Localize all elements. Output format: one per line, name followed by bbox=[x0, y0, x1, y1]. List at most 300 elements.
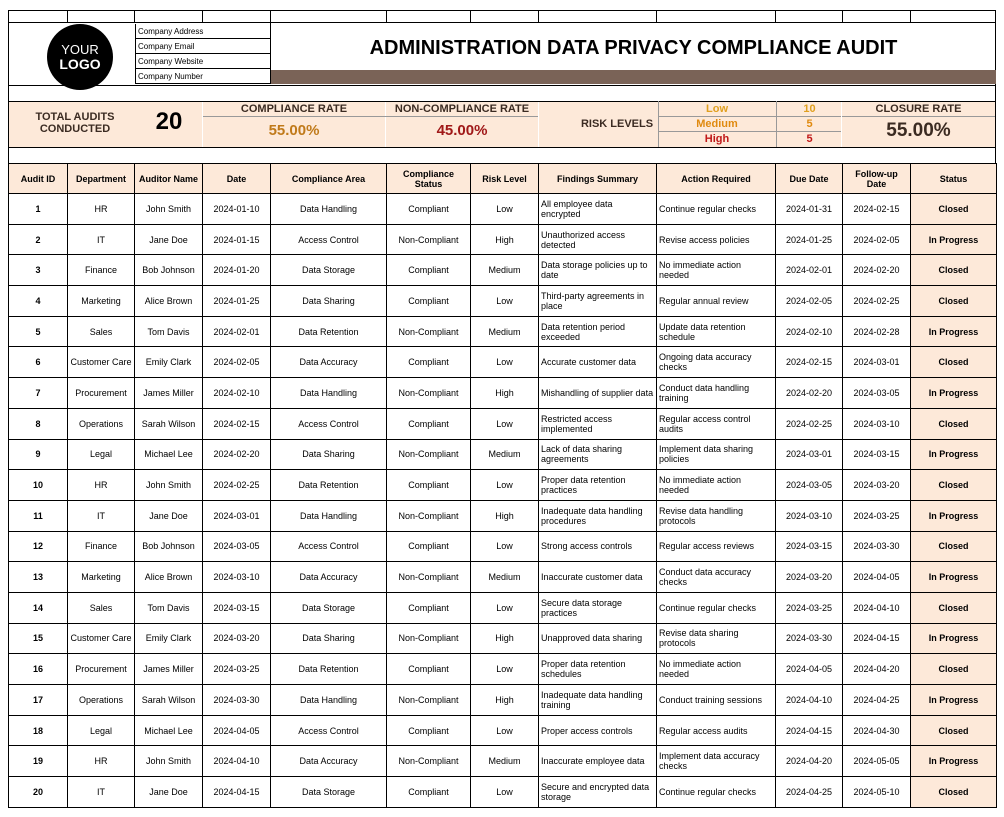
cell-auditor-name[interactable]: Jane Doe bbox=[135, 777, 203, 808]
cell-status[interactable]: Closed bbox=[911, 408, 997, 439]
cell-audit-id[interactable]: 9 bbox=[9, 439, 68, 470]
cell-follow-up-date[interactable]: 2024-04-20 bbox=[843, 654, 911, 685]
cell-follow-up-date[interactable]: 2024-02-20 bbox=[843, 255, 911, 286]
cell-compliance-status[interactable]: Non-Compliant bbox=[387, 685, 471, 716]
cell-auditor-name[interactable]: Tom Davis bbox=[135, 316, 203, 347]
cell-department[interactable]: HR bbox=[68, 194, 135, 225]
cell-department[interactable]: Sales bbox=[68, 592, 135, 623]
cell-follow-up-date[interactable]: 2024-05-05 bbox=[843, 746, 911, 777]
cell-department[interactable]: Finance bbox=[68, 255, 135, 286]
cell-follow-up-date[interactable]: 2024-03-05 bbox=[843, 378, 911, 409]
cell-auditor-name[interactable]: Jane Doe bbox=[135, 500, 203, 531]
total-audits-value: 20 bbox=[155, 108, 183, 135]
cell-audit-id[interactable]: 19 bbox=[9, 746, 68, 777]
cell-compliance-area[interactable]: Data Storage bbox=[271, 777, 387, 808]
cell-due-date[interactable]: 2024-02-20 bbox=[776, 378, 843, 409]
cell-date[interactable]: 2024-03-15 bbox=[203, 592, 271, 623]
cell-department[interactable]: Legal bbox=[68, 439, 135, 470]
cell-auditor-name[interactable]: John Smith bbox=[135, 470, 203, 501]
cell-department[interactable]: Procurement bbox=[68, 654, 135, 685]
column-header-auditor-name[interactable]: Auditor Name bbox=[135, 164, 203, 194]
cell-date[interactable]: 2024-03-25 bbox=[203, 654, 271, 685]
cell-action-required[interactable]: Implement data sharing policies bbox=[657, 439, 776, 470]
column-header-compliance-area[interactable]: Compliance Area bbox=[271, 164, 387, 194]
cell-date[interactable]: 2024-03-30 bbox=[203, 685, 271, 716]
cell-due-date[interactable]: 2024-02-05 bbox=[776, 286, 843, 317]
cell-auditor-name[interactable]: Bob Johnson bbox=[135, 531, 203, 562]
title-divider bbox=[270, 22, 271, 84]
cell-compliance-area[interactable]: Data Storage bbox=[271, 592, 387, 623]
table-row[interactable] bbox=[9, 623, 997, 654]
cell-follow-up-date[interactable]: 2024-02-15 bbox=[843, 194, 911, 225]
cell-action-required[interactable]: Conduct training sessions bbox=[657, 685, 776, 716]
cell-findings-summary[interactable]: Inadequate data handling training bbox=[539, 685, 657, 716]
cell-risk-level[interactable]: Medium bbox=[471, 562, 539, 593]
closure-rate-value: 55.00% bbox=[886, 120, 951, 141]
page-title: ADMINISTRATION DATA PRIVACY COMPLIANCE AUDIT bbox=[369, 37, 898, 59]
table-row[interactable] bbox=[9, 592, 997, 623]
cell-compliance-area[interactable]: Data Handling bbox=[271, 194, 387, 225]
cell-auditor-name[interactable]: Jane Doe bbox=[135, 224, 203, 255]
noncompliance-rate-label: NON-COMPLIANCE RATE bbox=[394, 103, 530, 115]
cell-due-date[interactable]: 2024-02-15 bbox=[776, 347, 843, 378]
cell-compliance-area[interactable]: Access Control bbox=[271, 531, 387, 562]
cell-audit-id[interactable]: 5 bbox=[9, 316, 68, 347]
cell-status[interactable]: In Progress bbox=[911, 562, 997, 593]
risk-divider bbox=[776, 101, 777, 147]
cell-due-date[interactable]: 2024-04-10 bbox=[776, 685, 843, 716]
cell-department[interactable]: Customer Care bbox=[68, 347, 135, 378]
cell-due-date[interactable]: 2024-02-25 bbox=[776, 408, 843, 439]
cell-compliance-status[interactable]: Compliant bbox=[387, 715, 471, 746]
cell-findings-summary[interactable]: Unapproved data sharing bbox=[539, 623, 657, 654]
table-row[interactable] bbox=[9, 286, 997, 317]
column-header-compliance-status[interactable]: Compliance Status bbox=[387, 164, 471, 194]
cell-status[interactable]: Closed bbox=[911, 194, 997, 225]
table-row[interactable] bbox=[9, 531, 997, 562]
cell-risk-level[interactable]: Medium bbox=[471, 316, 539, 347]
cell-due-date[interactable]: 2024-04-25 bbox=[776, 777, 843, 808]
cell-audit-id[interactable]: 17 bbox=[9, 685, 68, 716]
cell-auditor-name[interactable]: Michael Lee bbox=[135, 439, 203, 470]
cell-department[interactable]: HR bbox=[68, 746, 135, 777]
cell-department[interactable]: Operations bbox=[68, 408, 135, 439]
table-row[interactable] bbox=[9, 715, 997, 746]
cell-auditor-name[interactable]: Tom Davis bbox=[135, 592, 203, 623]
closure-divider bbox=[842, 116, 995, 117]
cell-department[interactable]: IT bbox=[68, 224, 135, 255]
header-top-line bbox=[8, 22, 996, 23]
table-row[interactable] bbox=[9, 408, 997, 439]
cell-due-date[interactable]: 2024-04-15 bbox=[776, 715, 843, 746]
cell-due-date[interactable]: 2024-03-25 bbox=[776, 592, 843, 623]
cell-date[interactable]: 2024-04-15 bbox=[203, 777, 271, 808]
cell-compliance-area[interactable]: Data Handling bbox=[271, 500, 387, 531]
cell-auditor-name[interactable]: James Miller bbox=[135, 654, 203, 685]
cell-follow-up-date[interactable]: 2024-02-25 bbox=[843, 286, 911, 317]
cell-risk-level[interactable]: Medium bbox=[471, 439, 539, 470]
cell-findings-summary[interactable]: Inaccurate employee data bbox=[539, 746, 657, 777]
cell-date[interactable]: 2024-03-20 bbox=[203, 623, 271, 654]
cell-compliance-status[interactable]: Non-Compliant bbox=[387, 746, 471, 777]
cell-date[interactable]: 2024-02-10 bbox=[203, 378, 271, 409]
cell-audit-id[interactable]: 8 bbox=[9, 408, 68, 439]
cell-action-required[interactable]: Continue regular checks bbox=[657, 777, 776, 808]
band-bottom-line bbox=[8, 147, 996, 148]
cell-risk-level[interactable]: Low bbox=[471, 470, 539, 501]
cell-status[interactable]: Closed bbox=[911, 531, 997, 562]
cell-risk-level[interactable]: High bbox=[471, 378, 539, 409]
cell-findings-summary[interactable]: Inaccurate customer data bbox=[539, 562, 657, 593]
logo-line-2: LOGO bbox=[59, 56, 101, 72]
cell-department[interactable]: HR bbox=[68, 470, 135, 501]
cell-follow-up-date[interactable]: 2024-03-01 bbox=[843, 347, 911, 378]
table-row[interactable] bbox=[9, 500, 997, 531]
logo-line-1: YOUR bbox=[61, 42, 99, 57]
cell-compliance-status[interactable]: Compliant bbox=[387, 777, 471, 808]
cell-auditor-name[interactable]: Bob Johnson bbox=[135, 255, 203, 286]
cell-follow-up-date[interactable]: 2024-02-05 bbox=[843, 224, 911, 255]
risk-medium-value: 5 bbox=[806, 118, 813, 130]
cell-action-required[interactable]: Revise data handling protocols bbox=[657, 500, 776, 531]
cell-action-required[interactable]: No immediate action needed bbox=[657, 654, 776, 685]
cell-compliance-area[interactable]: Data Accuracy bbox=[271, 562, 387, 593]
cell-audit-id[interactable]: 15 bbox=[9, 623, 68, 654]
cell-risk-level[interactable]: Low bbox=[471, 777, 539, 808]
cell-compliance-area[interactable]: Data Handling bbox=[271, 378, 387, 409]
cell-risk-level[interactable]: High bbox=[471, 623, 539, 654]
cell-due-date[interactable]: 2024-04-20 bbox=[776, 746, 843, 777]
cell-follow-up-date[interactable]: 2024-04-25 bbox=[843, 685, 911, 716]
cell-date[interactable]: 2024-02-20 bbox=[203, 439, 271, 470]
cell-audit-id[interactable]: 18 bbox=[9, 715, 68, 746]
cell-compliance-area[interactable]: Data Sharing bbox=[271, 439, 387, 470]
cell-findings-summary[interactable]: Accurate customer data bbox=[539, 347, 657, 378]
cell-risk-level[interactable]: Low bbox=[471, 347, 539, 378]
cell-due-date[interactable]: 2024-03-01 bbox=[776, 439, 843, 470]
cell-audit-id[interactable]: 13 bbox=[9, 562, 68, 593]
cell-date[interactable]: 2024-01-15 bbox=[203, 224, 271, 255]
cell-department[interactable]: Marketing bbox=[68, 562, 135, 593]
cell-compliance-status[interactable]: Non-Compliant bbox=[387, 500, 471, 531]
cell-auditor-name[interactable]: Alice Brown bbox=[135, 286, 203, 317]
cell-status[interactable]: In Progress bbox=[911, 500, 997, 531]
cell-action-required[interactable]: Revise data sharing protocols bbox=[657, 623, 776, 654]
column-header-due-date[interactable]: Due Date bbox=[776, 164, 843, 194]
column-header-department[interactable]: Department bbox=[68, 164, 135, 194]
cell-compliance-area[interactable]: Data Accuracy bbox=[271, 347, 387, 378]
cell-status[interactable]: In Progress bbox=[911, 746, 997, 777]
cell-status[interactable]: Closed bbox=[911, 286, 997, 317]
cell-compliance-status[interactable]: Compliant bbox=[387, 408, 471, 439]
cell-compliance-area[interactable]: Data Sharing bbox=[271, 623, 387, 654]
rate-divider bbox=[203, 116, 538, 117]
cell-compliance-status[interactable]: Compliant bbox=[387, 531, 471, 562]
cell-status[interactable]: In Progress bbox=[911, 623, 997, 654]
table-row[interactable] bbox=[9, 439, 997, 470]
cell-auditor-name[interactable]: John Smith bbox=[135, 194, 203, 225]
cell-compliance-status[interactable]: Compliant bbox=[387, 255, 471, 286]
cell-compliance-status[interactable]: Compliant bbox=[387, 470, 471, 501]
cell-due-date[interactable]: 2024-03-20 bbox=[776, 562, 843, 593]
table-row[interactable] bbox=[9, 347, 997, 378]
cell-compliance-area[interactable]: Data Retention bbox=[271, 316, 387, 347]
cell-follow-up-date[interactable]: 2024-04-15 bbox=[843, 623, 911, 654]
cell-findings-summary[interactable]: All employee data encrypted bbox=[539, 194, 657, 225]
cell-due-date[interactable]: 2024-03-05 bbox=[776, 470, 843, 501]
cell-audit-id[interactable]: 7 bbox=[9, 378, 68, 409]
cell-compliance-status[interactable]: Non-Compliant bbox=[387, 562, 471, 593]
cell-department[interactable]: Customer Care bbox=[68, 623, 135, 654]
table-row[interactable] bbox=[9, 194, 997, 225]
cell-risk-level[interactable]: Low bbox=[471, 194, 539, 225]
company-email[interactable]: Company Email bbox=[135, 39, 270, 54]
title-accent-bar bbox=[271, 70, 996, 84]
cell-auditor-name[interactable]: James Miller bbox=[135, 378, 203, 409]
cell-compliance-status[interactable]: Non-Compliant bbox=[387, 224, 471, 255]
company-number[interactable]: Company Number bbox=[135, 69, 270, 84]
cell-due-date[interactable]: 2024-03-30 bbox=[776, 623, 843, 654]
table-row[interactable] bbox=[9, 316, 997, 347]
cell-compliance-status[interactable]: Non-Compliant bbox=[387, 316, 471, 347]
cell-follow-up-date[interactable]: 2024-03-25 bbox=[843, 500, 911, 531]
risk-row-divider bbox=[658, 116, 841, 117]
cell-compliance-area[interactable]: Data Retention bbox=[271, 470, 387, 501]
cell-action-required[interactable]: Conduct data handling training bbox=[657, 378, 776, 409]
cell-action-required[interactable]: Regular access reviews bbox=[657, 531, 776, 562]
table-row[interactable] bbox=[9, 685, 997, 716]
cell-findings-summary[interactable]: Data storage policies up to date bbox=[539, 255, 657, 286]
cell-follow-up-date[interactable]: 2024-03-30 bbox=[843, 531, 911, 562]
header-bottom-line bbox=[8, 85, 996, 86]
cell-risk-level[interactable]: Medium bbox=[471, 255, 539, 286]
cell-findings-summary[interactable]: Data retention period exceeded bbox=[539, 316, 657, 347]
cell-due-date[interactable]: 2024-01-25 bbox=[776, 224, 843, 255]
cell-date[interactable]: 2024-02-15 bbox=[203, 408, 271, 439]
cell-compliance-area[interactable]: Data Sharing bbox=[271, 286, 387, 317]
cell-department[interactable]: IT bbox=[68, 500, 135, 531]
closure-rate-label: CLOSURE RATE bbox=[875, 103, 962, 115]
cell-status[interactable]: In Progress bbox=[911, 224, 997, 255]
cell-date[interactable]: 2024-01-25 bbox=[203, 286, 271, 317]
cell-department[interactable]: Legal bbox=[68, 715, 135, 746]
cell-status[interactable]: In Progress bbox=[911, 439, 997, 470]
cell-audit-id[interactable]: 20 bbox=[9, 777, 68, 808]
cell-findings-summary[interactable]: Inadequate data handling procedures bbox=[539, 500, 657, 531]
cell-follow-up-date[interactable]: 2024-04-10 bbox=[843, 592, 911, 623]
cell-action-required[interactable]: Ongoing data accuracy checks bbox=[657, 347, 776, 378]
cell-action-required[interactable]: Continue regular checks bbox=[657, 592, 776, 623]
cell-department[interactable]: Procurement bbox=[68, 378, 135, 409]
cell-department[interactable]: Operations bbox=[68, 685, 135, 716]
table-row[interactable] bbox=[9, 746, 997, 777]
cell-risk-level[interactable]: Low bbox=[471, 715, 539, 746]
cell-risk-level[interactable]: Low bbox=[471, 286, 539, 317]
cell-compliance-status[interactable]: Compliant bbox=[387, 347, 471, 378]
table-row[interactable] bbox=[9, 470, 997, 501]
cell-audit-id[interactable]: 11 bbox=[9, 500, 68, 531]
cell-status[interactable]: Closed bbox=[911, 654, 997, 685]
table-row[interactable] bbox=[9, 777, 997, 808]
cell-due-date[interactable]: 2024-02-10 bbox=[776, 316, 843, 347]
cell-date[interactable]: 2024-03-05 bbox=[203, 531, 271, 562]
cell-findings-summary[interactable]: Proper data retention schedules bbox=[539, 654, 657, 685]
column-header-findings-summary[interactable]: Findings Summary bbox=[539, 164, 657, 194]
column-header-status[interactable]: Status bbox=[911, 164, 997, 194]
cell-status[interactable]: In Progress bbox=[911, 685, 997, 716]
cell-audit-id[interactable]: 16 bbox=[9, 654, 68, 685]
cell-status[interactable]: In Progress bbox=[911, 316, 997, 347]
cell-status[interactable]: Closed bbox=[911, 592, 997, 623]
cell-status[interactable]: In Progress bbox=[911, 378, 997, 409]
cell-findings-summary[interactable]: Mishandling of supplier data bbox=[539, 378, 657, 409]
cell-date[interactable]: 2024-03-01 bbox=[203, 500, 271, 531]
cell-risk-level[interactable]: Low bbox=[471, 592, 539, 623]
cell-findings-summary[interactable]: Proper access controls bbox=[539, 715, 657, 746]
cell-compliance-status[interactable]: Non-Compliant bbox=[387, 623, 471, 654]
cell-action-required[interactable]: No immediate action needed bbox=[657, 255, 776, 286]
risk-row-divider bbox=[658, 131, 841, 132]
cell-action-required[interactable]: Conduct data accuracy checks bbox=[657, 562, 776, 593]
cell-status[interactable]: Closed bbox=[911, 470, 997, 501]
cell-due-date[interactable]: 2024-03-10 bbox=[776, 500, 843, 531]
column-header-follow-up-date[interactable]: Follow-up Date bbox=[843, 164, 911, 194]
cell-date[interactable]: 2024-01-20 bbox=[203, 255, 271, 286]
cell-findings-summary[interactable]: Proper data retention practices bbox=[539, 470, 657, 501]
cell-date[interactable]: 2024-02-25 bbox=[203, 470, 271, 501]
cell-findings-summary[interactable]: Lack of data sharing agreements bbox=[539, 439, 657, 470]
cell-audit-id[interactable]: 1 bbox=[9, 194, 68, 225]
cell-compliance-area[interactable]: Access Control bbox=[271, 715, 387, 746]
cell-compliance-area[interactable]: Data Retention bbox=[271, 654, 387, 685]
cell-auditor-name[interactable]: Michael Lee bbox=[135, 715, 203, 746]
cell-date[interactable]: 2024-03-10 bbox=[203, 562, 271, 593]
cell-risk-level[interactable]: High bbox=[471, 500, 539, 531]
risk-divider bbox=[658, 101, 659, 147]
cell-status[interactable]: Closed bbox=[911, 777, 997, 808]
column-header-audit-id[interactable]: Audit ID bbox=[9, 164, 68, 194]
risk-medium-label: Medium bbox=[696, 118, 738, 130]
cell-audit-id[interactable]: 10 bbox=[9, 470, 68, 501]
cell-follow-up-date[interactable]: 2024-05-10 bbox=[843, 777, 911, 808]
cell-department[interactable]: Marketing bbox=[68, 286, 135, 317]
table-row[interactable] bbox=[9, 654, 997, 685]
cell-risk-level[interactable]: Medium bbox=[471, 746, 539, 777]
table-row[interactable] bbox=[9, 224, 997, 255]
cell-action-required[interactable]: Update data retention schedule bbox=[657, 316, 776, 347]
cell-status[interactable]: Closed bbox=[911, 715, 997, 746]
cell-follow-up-date[interactable]: 2024-03-15 bbox=[843, 439, 911, 470]
cell-follow-up-date[interactable]: 2024-03-20 bbox=[843, 470, 911, 501]
cell-compliance-status[interactable]: Compliant bbox=[387, 194, 471, 225]
cell-status[interactable]: Closed bbox=[911, 255, 997, 286]
cell-audit-id[interactable]: 12 bbox=[9, 531, 68, 562]
cell-action-required[interactable]: Regular access audits bbox=[657, 715, 776, 746]
cell-action-required[interactable]: Continue regular checks bbox=[657, 194, 776, 225]
cell-compliance-area[interactable]: Data Storage bbox=[271, 255, 387, 286]
cell-findings-summary[interactable]: Secure data storage practices bbox=[539, 592, 657, 623]
cell-date[interactable]: 2024-04-10 bbox=[203, 746, 271, 777]
cell-compliance-status[interactable]: Non-Compliant bbox=[387, 378, 471, 409]
table-header-row bbox=[9, 164, 997, 194]
cell-auditor-name[interactable]: Emily Clark bbox=[135, 347, 203, 378]
cell-date[interactable]: 2024-04-05 bbox=[203, 715, 271, 746]
cell-audit-id[interactable]: 14 bbox=[9, 592, 68, 623]
risk-levels-label: RISK LEVELS bbox=[580, 118, 654, 130]
table-row[interactable] bbox=[9, 378, 997, 409]
total-audits-label: TOTAL AUDITS CONDUCTED bbox=[35, 111, 115, 135]
cell-audit-id[interactable]: 3 bbox=[9, 255, 68, 286]
cell-follow-up-date[interactable]: 2024-03-10 bbox=[843, 408, 911, 439]
cell-status[interactable]: Closed bbox=[911, 347, 997, 378]
cell-compliance-area[interactable]: Data Handling bbox=[271, 685, 387, 716]
cell-action-required[interactable]: Regular access control audits bbox=[657, 408, 776, 439]
cell-due-date[interactable]: 2024-03-15 bbox=[776, 531, 843, 562]
cell-auditor-name[interactable]: Sarah Wilson bbox=[135, 408, 203, 439]
cell-action-required[interactable]: Revise access policies bbox=[657, 224, 776, 255]
cell-follow-up-date[interactable]: 2024-04-30 bbox=[843, 715, 911, 746]
risk-low-label: Low bbox=[706, 103, 728, 115]
column-header-risk-level[interactable]: Risk Level bbox=[471, 164, 539, 194]
cell-action-required[interactable]: No immediate action needed bbox=[657, 470, 776, 501]
cell-follow-up-date[interactable]: 2024-02-28 bbox=[843, 316, 911, 347]
column-header-date[interactable]: Date bbox=[203, 164, 271, 194]
cell-compliance-area[interactable]: Access Control bbox=[271, 408, 387, 439]
cell-date[interactable]: 2024-02-05 bbox=[203, 347, 271, 378]
cell-risk-level[interactable]: Low bbox=[471, 531, 539, 562]
cell-action-required[interactable]: Regular annual review bbox=[657, 286, 776, 317]
cell-compliance-status[interactable]: Compliant bbox=[387, 592, 471, 623]
cell-compliance-status[interactable]: Compliant bbox=[387, 654, 471, 685]
cell-audit-id[interactable]: 2 bbox=[9, 224, 68, 255]
cell-department[interactable]: Sales bbox=[68, 316, 135, 347]
company-address[interactable]: Company Address bbox=[135, 24, 270, 39]
cell-action-required[interactable]: Implement data accuracy checks bbox=[657, 746, 776, 777]
cell-due-date[interactable]: 2024-01-31 bbox=[776, 194, 843, 225]
cell-auditor-name[interactable]: Alice Brown bbox=[135, 562, 203, 593]
column-header-action-required[interactable]: Action Required bbox=[657, 164, 776, 194]
cell-department[interactable]: IT bbox=[68, 777, 135, 808]
cell-compliance-area[interactable]: Data Accuracy bbox=[271, 746, 387, 777]
company-website[interactable]: Company Website bbox=[135, 54, 270, 69]
cell-risk-level[interactable]: High bbox=[471, 224, 539, 255]
cell-risk-level[interactable]: Low bbox=[471, 408, 539, 439]
cell-findings-summary[interactable]: Third-party agreements in place bbox=[539, 286, 657, 317]
cell-risk-level[interactable]: Low bbox=[471, 654, 539, 685]
cell-compliance-area[interactable]: Access Control bbox=[271, 224, 387, 255]
cell-risk-level[interactable]: High bbox=[471, 685, 539, 716]
cell-follow-up-date[interactable]: 2024-04-05 bbox=[843, 562, 911, 593]
cell-findings-summary[interactable]: Secure and encrypted data storage bbox=[539, 777, 657, 808]
cell-auditor-name[interactable]: Sarah Wilson bbox=[135, 685, 203, 716]
cell-compliance-status[interactable]: Non-Compliant bbox=[387, 439, 471, 470]
cell-department[interactable]: Finance bbox=[68, 531, 135, 562]
cell-findings-summary[interactable]: Strong access controls bbox=[539, 531, 657, 562]
cell-findings-summary[interactable]: Restricted access implemented bbox=[539, 408, 657, 439]
cell-auditor-name[interactable]: John Smith bbox=[135, 746, 203, 777]
cell-findings-summary[interactable]: Unauthorized access detected bbox=[539, 224, 657, 255]
cell-compliance-status[interactable]: Compliant bbox=[387, 286, 471, 317]
cell-audit-id[interactable]: 6 bbox=[9, 347, 68, 378]
cell-auditor-name[interactable]: Emily Clark bbox=[135, 623, 203, 654]
cell-date[interactable]: 2024-02-01 bbox=[203, 316, 271, 347]
cell-audit-id[interactable]: 4 bbox=[9, 286, 68, 317]
cell-due-date[interactable]: 2024-02-01 bbox=[776, 255, 843, 286]
cell-due-date[interactable]: 2024-04-05 bbox=[776, 654, 843, 685]
cell-date[interactable]: 2024-01-10 bbox=[203, 194, 271, 225]
table-row[interactable] bbox=[9, 562, 997, 593]
table-row[interactable] bbox=[9, 255, 997, 286]
